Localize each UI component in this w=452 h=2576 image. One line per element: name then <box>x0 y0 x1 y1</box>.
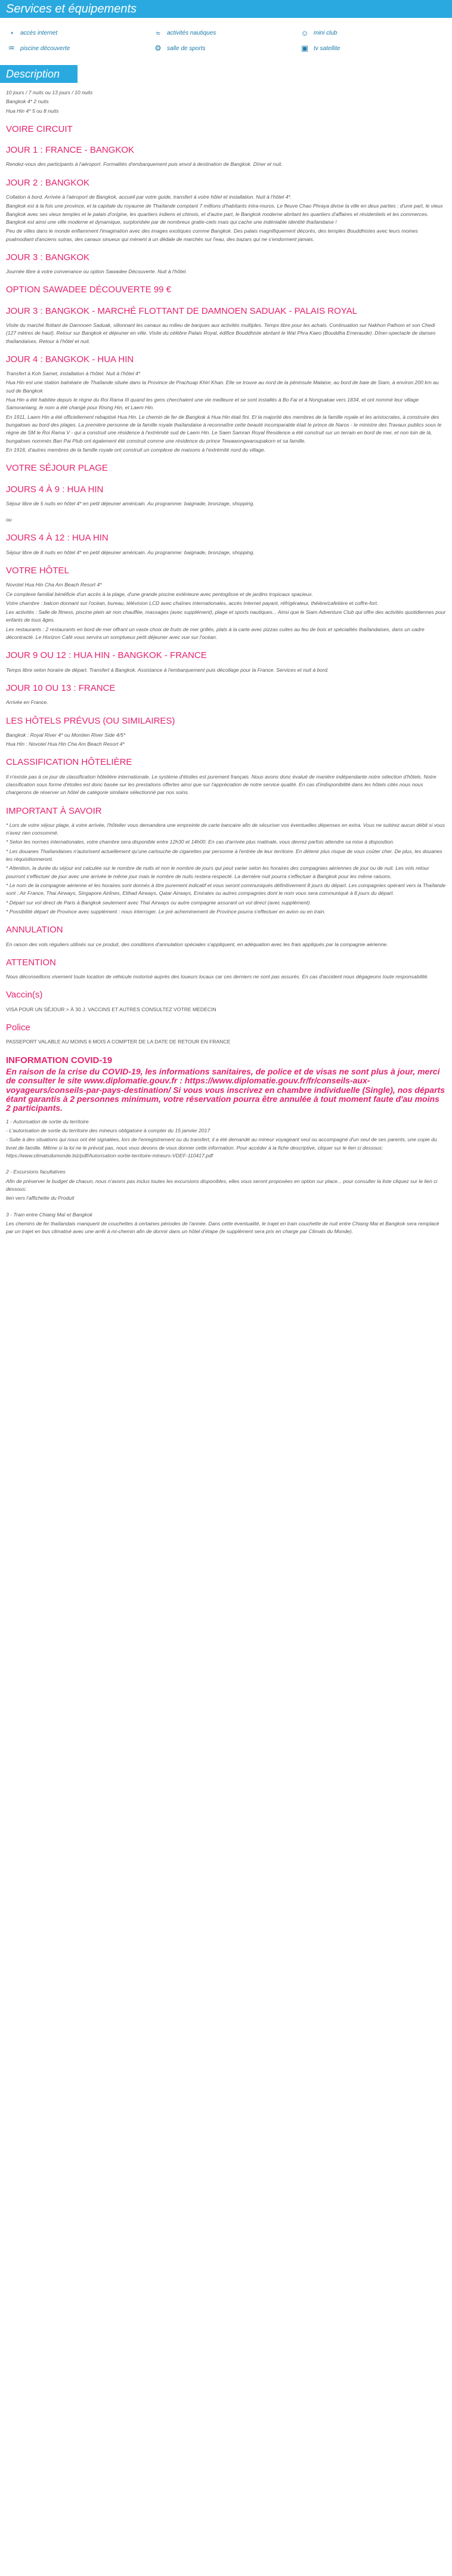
sections <box>6 122 446 1046</box>
section-paragraph: * Lors de votre séjour plage, à votre arrivée, l'hôtelier vous demandera une empreinte de carte bancaire afin de sécuriser vos éventuelles dépenses en extra. Vous ne subirez aucun débit si vous n'avez rien consommé. <box>6 821 445 836</box>
section-paragraph: * Selon les normes internationales, votre chambre sera disponible entre 12h30 et 14h00. En cas d'arrivée plus matinale, vous devrez parfois attendre sa mise à disposition. <box>6 839 395 845</box>
covid-paragraph: - Suite à des situations qui nous ont été signalées, lors de l'enregistrement ou du transfert, il a été demandé au mineur voyageant seul ou accompagné d'un seul de ses parents, une copie du livret de famille. Même si la loi ne le prévoit pas, nous vous devons de vous donner cette information. Pour accéder à la fiche descriptive, cliquer sur le lien ci dessous: https://www.climatsdumonde.biz/pdf/Autorisation-sortie-territoire-mineurs-VDEF-110417.pdf <box>6 1136 437 1159</box>
service-item <box>153 44 299 54</box>
section-heading: Vaccin(s) <box>6 990 43 1000</box>
section-heading: JOUR 3 : BANGKOK <box>6 252 90 262</box>
section-paragraph: Hua Hin a été habitée depuis le règne du Roi Rama III quand les gens cherchaient une vie meilleure et se sont installés à Bo Fai et à Nongsakae vers 1834, et ont nommé leur village Samoraniang, le nom a été changé pour Rising Hin, et Laem Hin. <box>6 397 419 411</box>
mini-club-icon: ☺ <box>301 28 309 38</box>
section-paragraph: Arrivée en France. <box>6 699 48 706</box>
section-paragraph: Transfert à Koh Samet, installation à l'hôtel. Nuit à l'hôtel 4* <box>6 370 141 377</box>
section-heading: ANNULATION <box>6 925 63 935</box>
section-heading: JOURS 4 À 9 : HUA HIN <box>6 484 104 495</box>
covid-paragraph: lien vers l'affichette du Produit <box>6 1195 75 1201</box>
covid-paragraph <box>6 1204 446 1210</box>
covid-paragraph <box>6 1161 446 1167</box>
services-grid <box>0 18 452 59</box>
covid-paragraph: Les chemins de fer thaïlandais manquent de couchettes à certaines périodes de l'année. Dans cette éventualité, le trajet en train couchette de nuit entre Chiang Mai et Bangkok sera remplacé par un trajet en bus climatisé avec une arrêt à mi-chemin afin de dormir dans un hôtel d'étape (le supplément sera pris en charge par Climats du Monde). <box>6 1220 439 1235</box>
section-paragraph: * Possibilité départ de Province avec supplément : nous interroger. Le pré acheminement de Province pourra s'effectuer en avion ou en train. <box>6 908 326 915</box>
section-paragraph: En raison des vols réguliers utilisés sur ce produit, des conditions d'annulation spéciales s'appliquent, en adéquation avec les frais appliqués par la compagnie aérienne. <box>6 941 388 947</box>
section-paragraph: Il n'existe pas à ce jour de classification hôtelière internationale. Le système d'étoiles est purement français. Nous avons donc évalué de manière indépendante notre sélection d'hôtels. Notre classification sous forme d'étoiles est donc basée sur les prestations offertes ainsi que sur l'appréciation de notre service qualité. En cas d'indisponibilité dans les hôtels cités nous nous chargerons de réserver un hôtel de catégorie similaire sélectionné par nos soins. <box>6 773 436 796</box>
services-banner: Services et équipements <box>0 0 452 18</box>
service-item <box>299 44 446 54</box>
section-heading: JOUR 9 OU 12 : HUA HIN - BANGKOK - FRANCE <box>6 650 207 661</box>
section-paragraph: Hua Hin : Novotel Hua Hin Cha Am Beach Resort 4* <box>6 741 125 748</box>
service-item <box>6 29 153 38</box>
section-heading: ATTENTION <box>6 957 56 968</box>
section-heading: VOTRE SÉJOUR PLAGE <box>6 463 108 474</box>
section-paragraph: VISA POUR UN SÉJOUR > À 30 J. VACCINS ET AUTRES CONSULTEZ VOTRE MEDECIN <box>6 1006 216 1012</box>
service-label: activités nautiques <box>167 30 216 36</box>
wifi-icon: ◔ <box>9 28 14 38</box>
section-paragraph: Bangkok : Royal River 4* ou Montien River Side 4/5* <box>6 731 126 738</box>
section-heading: CLASSIFICATION HÔTELIÈRE <box>6 757 132 768</box>
description-intro <box>6 89 446 115</box>
tv-icon: ▣ <box>301 44 309 53</box>
gym-icon: ⚙ <box>154 44 162 53</box>
section-heading: VOTRE HÔTEL <box>6 565 69 576</box>
intro-line: Hua Hin 4* 5 ou 8 nuits <box>6 107 59 114</box>
section-paragraph: Journée libre à votre convenance ou option Sawadee Découverte. Nuit à l'hôtel. <box>6 268 187 275</box>
section-paragraph: Hua Hin est une station balnéaire de Thaïlande située dans la Province de Prachuap Khiri Khan. Elle se trouve au nord de la péninsule Malaise, au bord de baie de Siam, à environ 200 km au sud de Bangkok <box>6 379 439 394</box>
section-paragraph: Nous déconseillons vivement toute location de véhicule motorisé auprès des loueurs locaux car ces derniers ne sont pas assurés. En cas d'accident nous dégageons toute responsabilité. <box>6 974 429 980</box>
service-label: salle de sports <box>167 45 206 52</box>
covid-paragraph: - L'autorisation de sortie du territoire des mineurs obligatoire à compter du 15 janvier 2017 <box>6 1128 210 1134</box>
covid-paragraph: 1 - Autorisation de sortie du territoire <box>6 1118 89 1125</box>
section-paragraph: Rendez-vous des participants à l'aéroport. Formalités d'embarquement puis envol à destination de Bangkok. Dîner et nuit. <box>6 161 283 168</box>
service-label: mini club <box>314 30 338 36</box>
service-label: tv satellite <box>314 45 340 52</box>
section-paragraph: PASSEPORT VALABLE AU MOINS 6 MOIS A COMPTER DE LA DATE DE RETOUR EN FRANCE <box>6 1039 231 1045</box>
covid-paragraph: 3 - Train entre Chiang Maï et Bangkok <box>6 1211 93 1218</box>
section-paragraph: Ce complexe familial bénéficie d'un accès à la plage, d'une grande piscine extérieure avec pentoglisse et de jardins tropicaux spacieux. <box>6 591 313 597</box>
section-paragraph: ou <box>6 517 12 523</box>
water-activities-icon: ≈ <box>156 28 160 38</box>
section-heading: VOIRE CIRCUIT <box>6 123 73 134</box>
section-paragraph: Visite du marché flottant de Damnoen Saduak, sillonnant les canaux au milieu de barques aux activités multiples. Temps libre pour les achats. Continuation sur Nakhon Pathom et son Chedi (127 mètres de haut). Retour sur Bangkok et déjeuner en ville. Visite du célèbre Palais Royal, édifice Bouddhiste abritant le Wat Phra Kaeo (Bouddha Emeraude). Dîner-spectacle de danses thaïlandaises. Retour à l'hôtel et nuit. <box>6 322 436 344</box>
covid-alert: En raison de la crise du COVID-19, les informations sanitaires, de police et de visas ne sont plus à jour, merci de consulter le site www.diplomatie.gouv.fr : https://www.diplomatie.gouv.fr/fr/conseils-aux-voyageurs/conseils-par-pays-destination/ Si vous vous inscrivez en chambre individuelle (Single), nos départs étant garantis à 2 personnes minimum, votre réservation pourra être annulée à tout moment faute d'au moins 2 participants. <box>6 1066 445 1113</box>
section-paragraph: * Attention, la durée du séjour est calculée sur le nombre de nuits et non le nombre de jours qui peut varier selon les horaires des compagnies aériennes de jour ou de nuit. Les vols retour pourront s'effectuer de jour avec une arrivée le même jour mais le nombre de nuits restera respecté. La dernière nuit pourra s'effectuer à Bangkok pour les même raisons. <box>6 865 429 879</box>
section-heading: JOUR 10 OU 13 : FRANCE <box>6 682 116 693</box>
section-paragraph: Séjour libre de 5 nuits en hôtel 4* en petit déjeuner américain. Au programme: baignade, bronzage, shopping. <box>6 500 255 506</box>
service-item <box>153 29 299 38</box>
section-paragraph: * Les douanes Thaïlandaises n'autorisent actuellement qu'une cartouche de cigarettes par personne à l'entrée de leur territoire. En détenir plus risque de vous coûter cher. De plus, les douanes les réquisitionneront. <box>6 848 442 863</box>
covid-paragraph: 2 - Excursions facultatives <box>6 1169 66 1175</box>
section-paragraph: Bangkok est à la fois une province, et la capitale du royaume de Thaïlande comptant 7 millions d'habitants intra-muros. Le fleuve Chao Phraya divise la ville en deux parties : d'une part, le vieux Bangkok avec ses vieux temples et le palais d'origine, les quartiers indiens et chinois, et d'autre part, le Bangkok moderne abritant les quartiers d'affaires et résidentiels et les commerces. Bangkok est ainsi une ville moderne et dynamique, surplombée par de nombreux gratte-ciels mais qui cache une indéniable identité thaïlandaise ! <box>6 203 443 225</box>
section-heading: JOURS 4 À 12 : HUA HIN <box>6 533 109 543</box>
section-paragraph: * Le nom de la compagnie aérienne et les horaires sont donnés à titre purement indicatif et vous seront communiqués définitivement 8 jours du départ. Les compagnies opérant vers la Thaïlande sont : Air France, Thai Airways, Singapore Airlines, Etihad Airways, Qatar Airways, Emirates ou autres compagnies dont le nom vous sera communiqué à 8 jours du départ. <box>6 882 446 897</box>
section-paragraph: En 1916, d'autres membres de la famille royale ont construit un complexe de maisons à l'extrémité nord du village. <box>6 446 266 453</box>
covid-heading: INFORMATION COVID-19 <box>6 1055 113 1065</box>
section-heading: JOUR 1 : FRANCE - BANGKOK <box>6 145 135 156</box>
covid-paragraphs <box>6 1118 446 1236</box>
section-heading: IMPORTANT À SAVOIR <box>6 805 102 816</box>
section-paragraph: Les activités : Salle de fitness, piscine plein air non chauffée, massages (avec supplément), plage et sports nautiques... Ainsi que le Siam Adventure Club qui offre des activités quotidiennes pour enfants de tous âges. <box>6 609 446 623</box>
section-paragraph: Collation à bord. Arrivée à l'aéroport de Bangkok, accueil par votre guide, transfert à votre hôtel et installation. Nuit à l'hôtel 4*. <box>6 194 292 200</box>
section-heading: JOUR 3 : BANGKOK - MARCHÉ FLOTTANT DE DAMNOEN SADUAK - PALAIS ROYAL <box>6 305 357 316</box>
section-paragraph: * Départ sur vol direct de Paris à Bangkok seulement avec Thaï Airways ou autre compagnie assurant un vol direct (avec supplément). <box>6 899 311 906</box>
section-paragraph <box>6 509 446 515</box>
service-item <box>6 44 153 54</box>
section-heading: JOUR 4 : BANGKOK - HUA HIN <box>6 354 134 365</box>
section-heading: LES HÔTELS PRÉVUS (OU SIMILAIRES) <box>6 715 175 726</box>
pool-icon: ♒ <box>8 44 15 53</box>
section-paragraph: Séjour libre de 8 nuits en hôtel 4* en petit déjeuner américain. Au programme: baignade, bronzage, shopping. <box>6 549 255 555</box>
intro-line: 10 jours / 7 nuits ou 13 jours / 10 nuits <box>6 89 93 95</box>
service-label: accès internet <box>20 30 58 36</box>
section-paragraph: Les restaurants : 2 restaurants en bord de mer offrant un vaste choix de fruits de mer grillés, plats à la carte avec pizzas cuites au feu de bois et spécialités thaïlandaises, dans un cadre décontracté. Le Horizon Café vous servira un somptueux petit déjeuner avec vue sur l'océan. <box>6 626 425 641</box>
section-paragraph: Temps libre selon horaire de départ. Transfert à Bangkok. Assistance à l'embarquement puis décollage pour la France. Services et nuit à bord. <box>6 666 329 673</box>
covid-paragraph: Afin de préserver le budget de chacun, nous n'avons pas inclus toutes les excursions disponibles, elles vous seront proposées en option sur place... pour consulter la liste cliquez sur le lien ci dessous: <box>6 1178 438 1192</box>
section-heading: Police <box>6 1022 30 1033</box>
content <box>0 83 452 1249</box>
section-heading: JOUR 2 : BANGKOK <box>6 177 90 188</box>
section-paragraph: Novotel Hua Hin Cha Am Beach Resort 4* <box>6 582 102 588</box>
description-banner: Description <box>0 65 78 83</box>
section-paragraph: En 1911, Laem Hin a été officiellement rebaptisé Hua Hin. Le chemin de fer de Bangkok à Hua Hin était fini. Et la majorité des membres de la famille royale et les aristocrates, à construire des bungalows au bord des plages. La première personne de la famille royale thaïlandaise à reconnaître cette beauté incomparable était le prince de Naros - le ministre des Travaux publics sous le règne de SM le Roi Rama V - qui a construit une résidence à l'extrémité sud de Laem Hin. Le Saen Samran Royal Residence a été construit sur un terrain en bord de mer, et non loin de là, bungalows nommés Ban Pai Plub ont également été construit comme une résidence du prince Tewawongwaroupakorn et sa famille. <box>6 413 442 444</box>
intro-line: Bangkok 4* 2 nuits <box>6 98 49 105</box>
section-paragraph: Votre chambre : balcon donnant sur l'océan, bureau, télévision LCD avec chaînes internationales, accès Internet payant, réfrigérateur, théière/cafetière et coffre-fort. <box>6 600 379 606</box>
section-heading: OPTION SAWADEE DÉCOUVERTE 99 € <box>6 285 172 295</box>
service-label: piscine découverte <box>20 45 70 52</box>
section-paragraph: Peu de villes dans le monde enflamment l'imagination avec des images exotiques comme Bangkok. Des palais magnifiquement décorés, des temples Bouddhistes avec leurs moines psalmodiant d'anciens sutras, des canaux sinueux qui mènent à un dédale de marchés sur l'eau, des bazars qui ne s'endorment jamais. <box>6 228 418 242</box>
service-item <box>299 29 446 38</box>
